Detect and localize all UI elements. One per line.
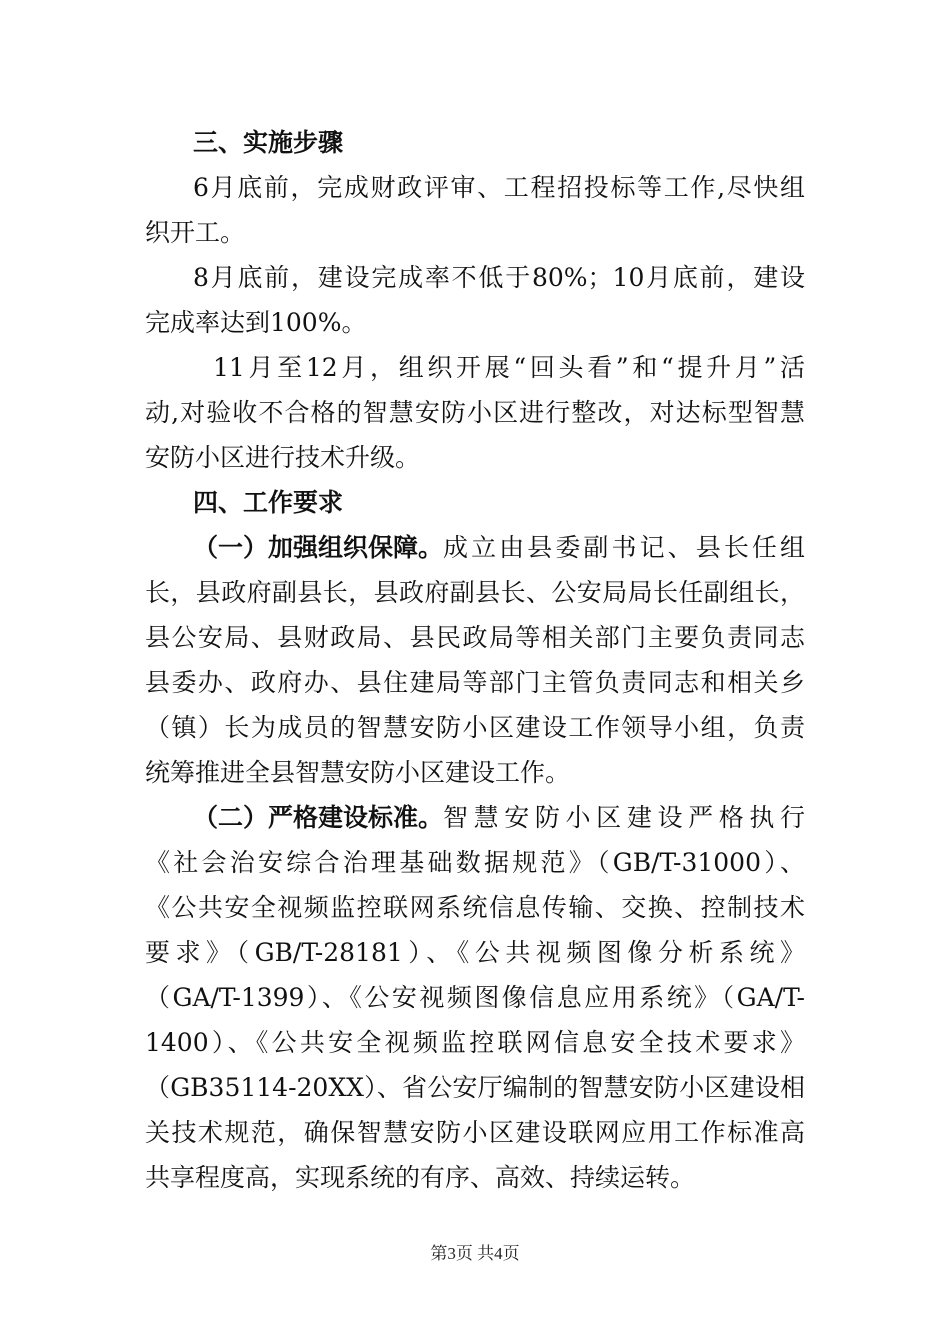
page-number-footer: 第3页 共4页	[430, 1244, 520, 1263]
paragraph-line: 8月底前，建设完成率不低于80%；10月底前，建设	[193, 263, 805, 292]
paragraph-line: （GB35114-20XX）、省公安厅编制的智慧安防小区建设相	[145, 1073, 805, 1102]
paragraph-line: 11月至12月，组织开展“回头看”和“提升月”活	[213, 353, 805, 382]
paragraph-line: 完成率达到100%。	[145, 308, 367, 337]
paragraph-line: 共享程度高，实现系统的有序、高效、持续运转。	[145, 1163, 696, 1192]
paragraph-line: 1400）、《公共安全视频监控联网信息安全技术要求》	[145, 1028, 805, 1057]
section-heading-implementation-steps: 三、实施步骤	[193, 128, 344, 157]
paragraph-line: 关技术规范，确保智慧安防小区建设联网应用工作标准高	[145, 1118, 805, 1147]
paragraph-line: 6月底前，完成财政评审、工程招投标等工作,尽快组	[193, 173, 805, 202]
item-one-first-line	[193, 533, 805, 563]
paragraph-line: 县公安局、县财政局、县民政局等相关部门主要负责同志	[145, 623, 805, 652]
item-two-first-line	[193, 803, 805, 833]
paragraph-line: 《公共安全视频监控联网系统信息传输、交换、控制技术	[145, 893, 805, 922]
section-heading-work-requirements: 四、工作要求	[193, 488, 344, 517]
paragraph-line: 织开工。	[145, 218, 246, 247]
paragraph-line: 县委办、政府办、县住建局等部门主管负责同志和相关乡	[145, 668, 805, 697]
paragraph-line: 统筹推进全县智慧安防小区建设工作。	[145, 758, 571, 787]
paragraph-line: （GA/T-1399）、《公安视频图像信息应用系统》（GA/T-	[145, 983, 805, 1012]
paragraph-line: 智慧安防小区建设严格执行	[443, 803, 805, 832]
paragraph-line: 长，县政府副县长，县政府副县长、公安局局长任副组长，	[145, 578, 805, 607]
paragraph-line: 要求》（GB/T-28181）、《公共视频图像分析系统》	[145, 938, 805, 967]
paragraph-line: 动,对验收不合格的智慧安防小区进行整改，对达标型智慧	[145, 398, 805, 427]
paragraph-line: （镇）长为成员的智慧安防小区建设工作领导小组，负责	[145, 713, 805, 742]
paragraph-line: 成立由县委副书记、县长任组	[443, 533, 805, 562]
item-two-title: （二）严格建设标准。	[193, 803, 444, 832]
paragraph-line: 安防小区进行技术升级。	[145, 443, 421, 472]
paragraph-line: 《社会治安综合治理基础数据规范》（GB/T-31000）、	[145, 848, 805, 877]
item-one-title: （一）加强组织保障。	[193, 533, 444, 562]
